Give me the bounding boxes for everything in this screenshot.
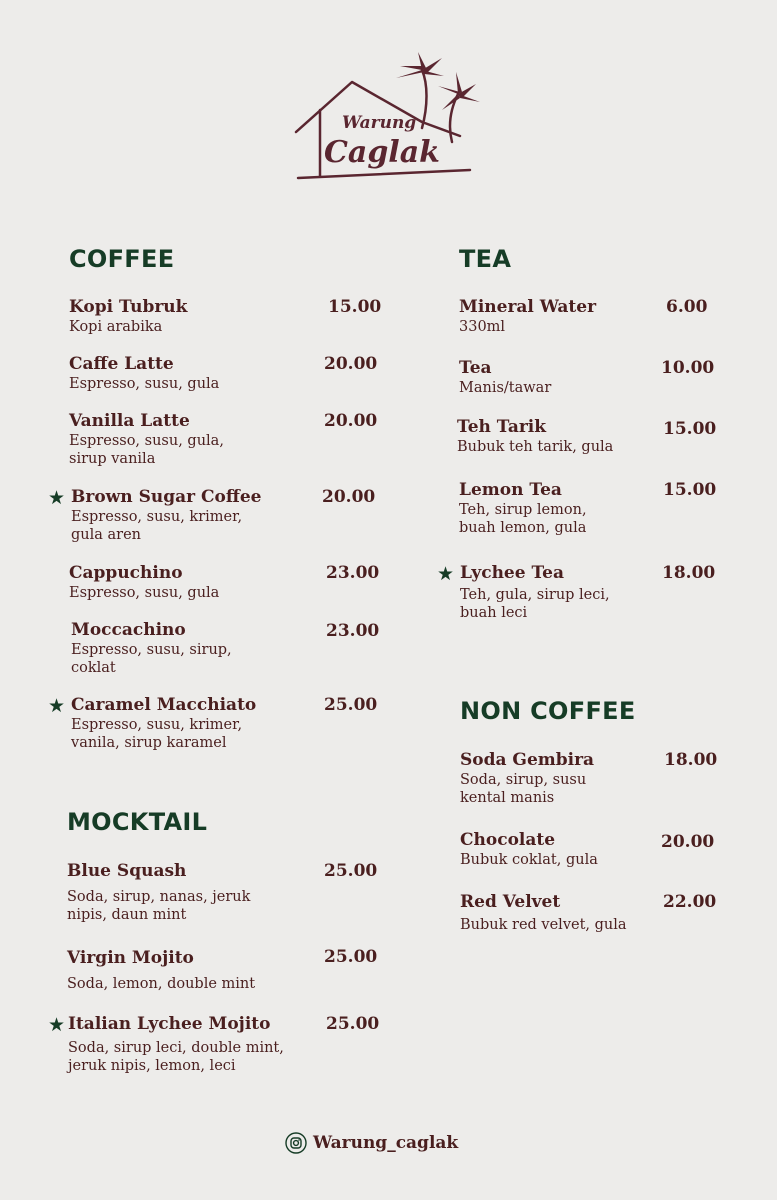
item-price: 25.00 (324, 695, 378, 715)
instagram-handle-text: Warung_caglak (313, 1133, 459, 1153)
section-title-mocktail: MOCKTAIL (67, 808, 208, 836)
item-name: Caffe Latte (69, 354, 174, 374)
item-price: 23.00 (326, 563, 380, 583)
menu-item (68, 1013, 284, 1075)
item-name: Moccachino (71, 620, 186, 640)
section-title-coffee: COFFEE (69, 245, 175, 273)
item-desc: Soda, sirup, susu kental manis (460, 772, 587, 806)
menu-item (69, 562, 219, 602)
item-desc: 330ml (459, 319, 506, 335)
item-name: Blue Squash (67, 861, 187, 881)
section-title-non-coffee: NON COFFEE (460, 697, 636, 725)
section-title-tea: TEA (459, 245, 512, 273)
menu-item (459, 296, 596, 336)
item-desc: Espresso, susu, gula (69, 585, 220, 601)
item-price: 15.00 (328, 297, 382, 317)
item-price: 6.00 (666, 297, 708, 317)
item-desc: Manis/tawar (459, 380, 552, 396)
menu-item (67, 860, 250, 924)
item-price: 25.00 (324, 861, 378, 881)
menu-item (459, 479, 587, 537)
menu-item (71, 619, 232, 677)
item-price: 25.00 (326, 1014, 380, 1034)
item-name: Lemon Tea (459, 480, 562, 500)
menu-item (460, 562, 610, 622)
item-name: Virgin Mojito (67, 948, 194, 968)
item-price: 25.00 (324, 947, 378, 967)
item-price: 22.00 (663, 892, 717, 912)
item-name: Italian Lychee Mojito (68, 1014, 271, 1034)
instagram-icon (285, 1132, 307, 1154)
item-price: 20.00 (322, 487, 376, 507)
item-price: 10.00 (661, 358, 715, 378)
menu-item (69, 410, 224, 468)
item-name: Cappuchino (69, 563, 183, 583)
menu-item (71, 694, 256, 752)
star-icon: ★ (48, 695, 66, 717)
item-name: Lychee Tea (460, 563, 565, 583)
menu-item (69, 353, 219, 393)
item-desc: Teh, gula, sirup leci, buah leci (460, 587, 610, 621)
item-name: Red Velvet (460, 892, 561, 912)
menu-item (459, 357, 551, 397)
star-icon: ★ (48, 487, 66, 509)
item-desc: Soda, lemon, double mint (67, 976, 256, 992)
menu-item (71, 486, 261, 544)
item-price: 20.00 (324, 354, 378, 374)
menu-item (457, 416, 613, 456)
item-name: Brown Sugar Coffee (71, 487, 262, 507)
item-desc: Kopi arabika (69, 319, 163, 335)
item-name: Soda Gembira (460, 750, 595, 770)
star-icon: ★ (437, 563, 455, 585)
item-name: Kopi Tubruk (69, 297, 188, 317)
brand-logo (290, 48, 490, 183)
star-icon: ★ (48, 1014, 66, 1036)
item-desc: Espresso, susu, sirup, coklat (71, 642, 232, 676)
item-desc: Espresso, susu, gula (69, 376, 220, 392)
item-desc: Bubuk teh tarik, gula (457, 439, 614, 455)
item-desc: Soda, sirup, nanas, jeruk nipis, daun mint (67, 889, 251, 923)
item-price: 18.00 (664, 750, 718, 770)
item-name: Caramel Macchiato (71, 695, 257, 715)
item-name: Mineral Water (459, 297, 597, 317)
item-desc: Bubuk coklat, gula (460, 852, 598, 868)
item-name: Tea (459, 358, 492, 378)
item-price: 15.00 (663, 419, 717, 439)
menu-item (67, 947, 255, 993)
item-desc: Espresso, susu, krimer, vanila, sirup karamel (71, 717, 243, 751)
instagram-handle[interactable] (285, 1130, 458, 1156)
item-price: 20.00 (324, 411, 378, 431)
brand-line1: Warung (342, 113, 417, 133)
item-price: 20.00 (661, 832, 715, 852)
menu-item (460, 829, 598, 869)
item-price: 18.00 (662, 563, 716, 583)
menu-item (460, 749, 594, 807)
item-desc: Soda, sirup leci, double mint, jeruk nipis, lemon, leci (68, 1040, 284, 1074)
item-price: 15.00 (663, 480, 717, 500)
item-desc: Teh, sirup lemon, buah lemon, gula (459, 502, 587, 536)
item-desc: Espresso, susu, krimer, gula aren (71, 509, 243, 543)
item-name: Teh Tarik (457, 417, 547, 437)
item-desc: Espresso, susu, gula, sirup vanila (69, 433, 224, 467)
menu-item (460, 891, 627, 934)
menu-item (69, 296, 187, 336)
item-name: Vanilla Latte (69, 411, 190, 431)
item-name: Chocolate (460, 830, 556, 850)
item-price: 23.00 (326, 621, 380, 641)
brand-line2: Caglak (324, 135, 440, 170)
item-desc: Bubuk red velvet, gula (460, 917, 627, 933)
